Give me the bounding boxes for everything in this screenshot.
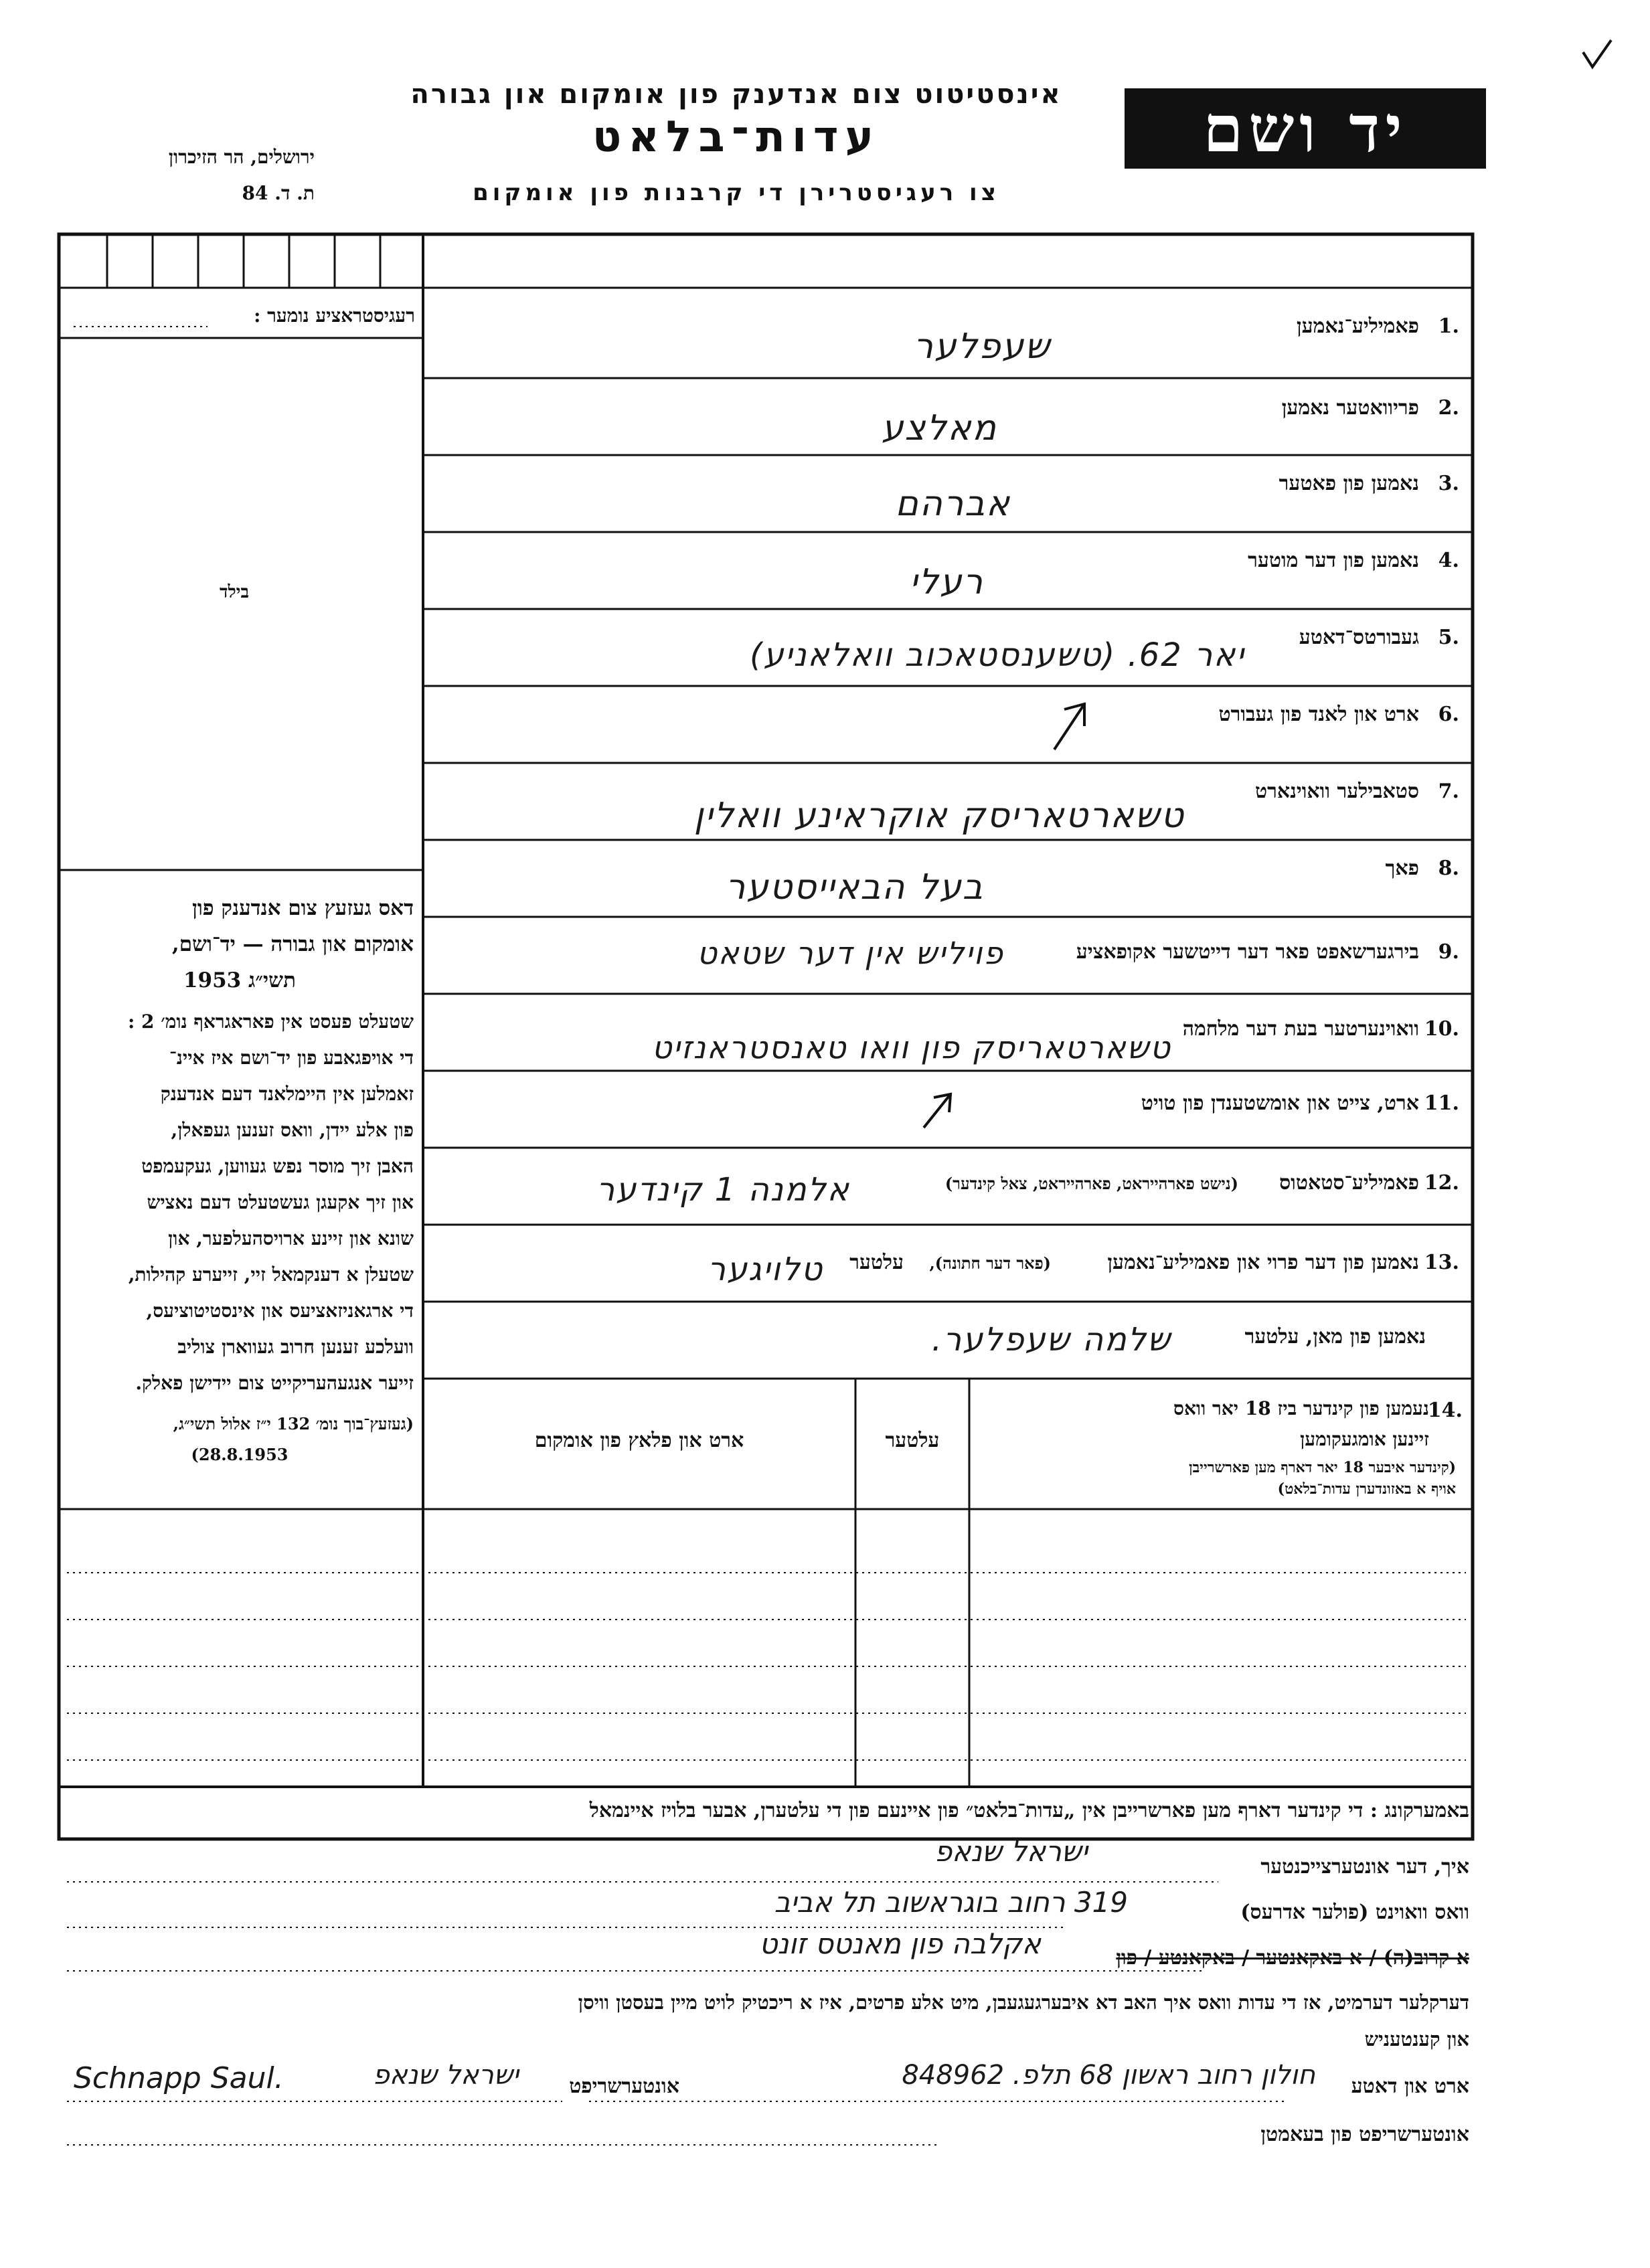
field-value[interactable]: שעפלער [913,327,1051,367]
law-text-line: די ארגאניזאציעס און אינסטיטוציעס, [146,1300,414,1322]
field-label: סטאבילער וואוינארט [1255,780,1419,803]
institute-line: אינסטיטוט צום אנדענק פון אומקום און גבורה [410,79,1062,110]
column-age-header: עלטער [885,1429,940,1452]
field-value[interactable]: יאר 62. (טשענסטאכוב וואלאניע) [749,636,1245,674]
field-label: נאמען פון פאטער [1278,472,1419,495]
field-number: 14. [1427,1399,1463,1422]
law-text-line: די אויפגאבע פון יד־ושם איז איינ־ [169,1047,414,1069]
field-label: פריוואטער נאמען [1281,396,1419,420]
field-value[interactable]: בעל הבאייסטער [725,867,984,907]
form-subtitle: צו רעגיסטרירן די קרבנות פון אומקום [473,179,1000,206]
address-line: ירושלים, הר הזיכרון [168,146,315,168]
field-label: געבורטס־דאטע [1299,626,1419,649]
field-label: בירגערשאפט פאר דער דייטשער אקופאציע [1076,940,1419,964]
field-father-name [428,458,1466,532]
field-number: 1. [1438,315,1459,338]
field-family-status [428,1151,1466,1225]
field-mother-name [428,535,1466,609]
field-husband-name [428,1305,1466,1379]
statement-line: דערקלער דערמיט, אז די עדות וואס איך האב דא איבערגעגעבן, מיט אלע פרטים, איז א ריכטיק לויט מיין בעסטן וויסן [578,1991,1469,2014]
children-header [974,1385,1469,1506]
law-text-line: שונא און זיינע ארויסהעלפער, און [168,1227,414,1249]
form-title: עדות־בלאט [592,112,881,162]
signer-label: איך, דער אונטערצייכנטער [1260,1855,1469,1879]
field-label: פאך [1385,857,1419,880]
field-value[interactable]: פויליש אין דער שטאט [697,935,1004,971]
children-label-line: נעמען פון קינדער ביז 18 יאר וואס [1173,1397,1429,1419]
field-citizenship [428,920,1466,994]
field-value[interactable]: שלמה שעפלער. [931,1321,1171,1359]
field-number: 8. [1438,857,1459,880]
latin-signature[interactable]: Schnapp Saul. [74,2061,284,2095]
field-value[interactable]: טשארטאריסק פון וואו טאנסטראנזיט [651,1029,1171,1065]
field-number: 6. [1438,703,1459,726]
field-label: פאמיליע־סטאטוס [1279,1171,1419,1195]
field-number: 13. [1424,1251,1459,1274]
field-permanent-residence [428,766,1466,840]
field-number: 11. [1424,1092,1459,1115]
field-number: 12. [1424,1171,1459,1195]
signature-label: אונטערשריפט [569,2075,679,2098]
law-text-line: האבן זיך מוסר נפש געווען, געקעמפט [141,1155,414,1177]
field-label: נאמען פון דער פרוי און פאמיליע־נאמען [1107,1251,1419,1274]
yad-vashem-logo: יד ושם [1125,88,1486,169]
field-birth-date [428,612,1466,686]
field-death-details [428,1074,1466,1148]
place-date-value[interactable]: חולון רחוב ראשון 68 תלפ. 848962 [902,2060,1315,2091]
field-label: נאמען פון מאן, עלטער [1244,1325,1426,1348]
field-value[interactable]: טלויגער [707,1251,823,1288]
relation-label: א קרוב(ה) / א באקאנטער / באקאנטע / פון [1116,1946,1469,1970]
field-label: פאמיליע־נאמען [1296,315,1419,338]
address-value[interactable]: 319 רחוב בוגראשוב תל אביב [774,1886,1128,1919]
po-box: ת. ד. 84 [242,182,315,204]
field-number: 3. [1438,472,1459,495]
field-value[interactable]: מאלצע [881,408,997,448]
field-value[interactable]: אלמנה 1 קינדער [596,1171,850,1209]
field-label: וואוינערטער בעת דער מלחמה [1182,1017,1419,1041]
field-profession [428,843,1466,917]
field-birth-place [428,689,1466,763]
field-number: 9. [1438,940,1459,964]
children-note-line: (קינדער איבער 18 יאר דארף מען פארשרייבן [1188,1459,1456,1476]
official-signature-label: אונטערשריפט פון בעאמטן [1260,2123,1469,2146]
signer-value[interactable]: ישראל שנאפ [934,1835,1088,1868]
children-note-line: אויף א באזונדערן עדות־בלאט) [1277,1480,1456,1498]
field-value[interactable]: רעלי [909,562,984,602]
field-number: 7. [1438,780,1459,803]
field-label: ארט און לאנד פון געבורט [1218,703,1419,726]
registration-number-label: רעגיסטראציע נומער : [254,304,415,327]
field-first-name [428,381,1466,455]
law-citation-line: (28.8.1953 [191,1445,288,1464]
address-label: וואס וואוינט (פולער אדרעס) [1240,1901,1469,1924]
field-wartime-residence [428,997,1466,1071]
law-heading [66,890,414,998]
law-text-line: און זיך אקעגן געשטעלט דעם נאציש [147,1191,414,1213]
field-value[interactable]: טשארטאריסק אוקראינע וואלין [693,796,1185,836]
law-text-line: זייער אנגעהעריקייט צום יידישן פאלק. [135,1372,414,1394]
field-label-note: (פאר דער חתונה), [929,1253,1051,1273]
children-label-line: זיינען אומגעקומען [1300,1428,1429,1450]
field-number: 5. [1438,626,1459,649]
field-label: ארט, צייט און אומשטענדן פון טויט [1141,1092,1419,1115]
relation-value[interactable]: אקלבה פון מאנטס זונט [759,1927,1041,1960]
law-text [66,1004,414,1401]
law-text-line: פון אלע יידן, וואס זענען געפאלן, [171,1119,414,1141]
field-number: 2. [1438,396,1459,420]
field-number: 10. [1424,1017,1459,1041]
field-label-age: עלטער [849,1251,904,1274]
law-heading-line: תשי״ג 1953 [183,968,297,992]
law-text-line: שטעלן א דענקמאל זיי, זייערע קהילות, [128,1263,414,1286]
field-label-note: (נישט פארהייראט, פארהייראט, צאל קינדער) [944,1174,1238,1193]
remark-line: באמערקונג : די קינדער דארף מען פארשרייבן אין „עדות־בלאט״ פון איינעם פון די עלטערן, אבער בלויז איינמאל [589,1799,1469,1822]
law-text-line: שטעלט פעסט אין פאראגראף נומ׳ 2 : [127,1011,414,1033]
photo-label: בילד [219,582,249,602]
law-citation-line: (געזעץ־בוך נומ׳ 132 י״ז אלול תשי״ג, [173,1414,414,1433]
signature-value[interactable]: ישראל שנאפ [372,2060,519,2091]
law-heading-line: אומקום און גבורה — יד־ושם, [171,932,414,956]
field-value[interactable]: אברהם [895,484,1011,524]
column-place-header: ארט און פלאץ פון אומקום [534,1429,744,1452]
law-heading-line: דאס געזעץ צום אנדענק פון [191,896,414,920]
field-family-name [428,294,1466,375]
field-label: נאמען פון דער מוטער [1248,549,1419,572]
law-text-line: זאמלען אין היימלאנד דעם אנדענק [160,1083,414,1105]
statement-line: און קענטעניש [1364,2028,1469,2051]
law-text-line: וועלכע זענען חרוב געווארן צוליב [177,1336,414,1358]
field-number: 4. [1438,549,1459,572]
field-wife-name [428,1228,1466,1302]
law-citation [66,1409,414,1470]
place-date-label: ארט און דאטע [1351,2075,1469,2098]
